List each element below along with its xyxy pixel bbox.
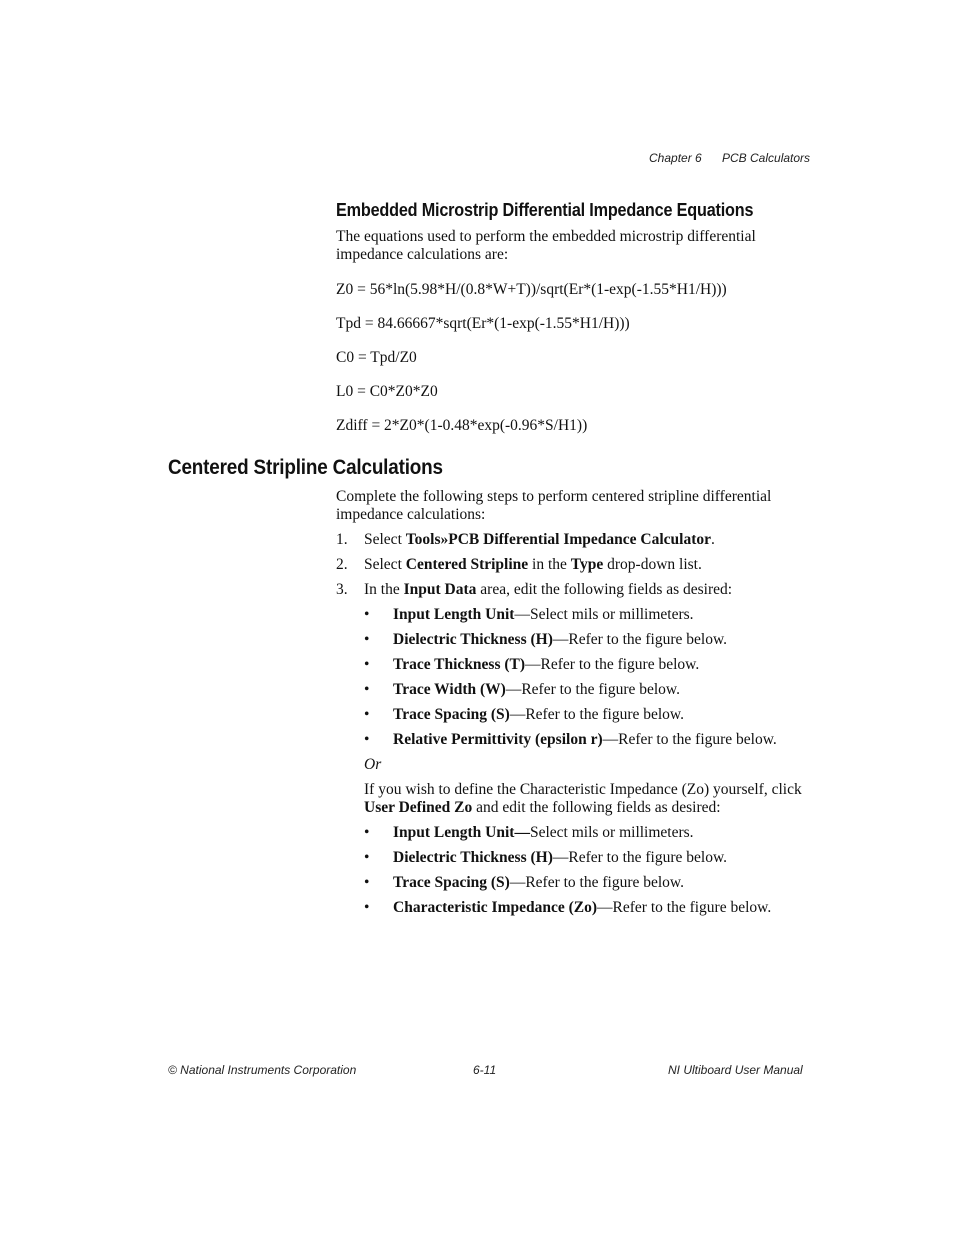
equation-c0: C0 = Tpd/Z0 [336, 349, 417, 366]
or-separator: Or [364, 756, 382, 773]
footer-copyright: © National Instruments Corporation [168, 1063, 357, 1077]
alt-paragraph-line1: If you wish to define the Characteristic Impedance (Zo) yourself, click [364, 781, 802, 798]
section-heading-embedded-microstrip: Embedded Microstrip Differential Impedance Equations [336, 200, 754, 220]
step-number: 1. [336, 531, 348, 548]
list-item: Trace Spacing (S)—Refer to the figure below. [393, 706, 684, 723]
bullet-icon: • [364, 706, 370, 723]
section2-intro: Complete the following steps to perform centered stripline differential impedance calculations: [336, 488, 772, 523]
alt-paragraph-line2: User Defined Zo and edit the following fields as desired: [364, 799, 721, 816]
equation-tpd: Tpd = 84.66667*sqrt(Er*(1-exp(-1.55*H1/H))) [336, 315, 630, 332]
menu-path: Tools»PCB Differential Impedance Calculator [405, 531, 711, 548]
equation-z0: Z0 = 56*ln(5.98*H/(0.8*W+T))/sqrt(Er*(1-exp(-1.55*H1/H))) [336, 281, 727, 298]
running-header-chapter: Chapter 6 [649, 151, 702, 165]
bullet-icon: • [364, 824, 370, 841]
list-item: Trace Width (W)—Refer to the figure below. [393, 681, 680, 698]
user-defined-zo-option: User Defined Zo [364, 799, 473, 816]
running-header-section: PCB Calculators [722, 151, 811, 165]
list-item: Dielectric Thickness (H)—Refer to the figure below. [393, 849, 728, 866]
list-item: Input Length Unit—Select mils or millimeters. [393, 606, 694, 623]
step-number: 2. [336, 556, 348, 573]
list-item: Trace Spacing (S)—Refer to the figure below. [393, 874, 684, 891]
step-1: Select Tools»PCB Differential Impedance Calculator. [364, 531, 715, 548]
footer-manual-title: NI Ultiboard User Manual [668, 1063, 803, 1077]
footer-page-number: 6-11 [473, 1063, 497, 1077]
step-2: Select Centered Stripline in the Type drop-down list. [364, 556, 702, 573]
list-item: Input Length Unit—Select mils or millimeters. [393, 824, 694, 841]
step-number: 3. [336, 581, 348, 598]
bullet-icon: • [364, 731, 370, 748]
section1-intro: The equations used to perform the embedded microstrip differential impedance calculations are: [336, 228, 756, 263]
list-item: Dielectric Thickness (H)—Refer to the figure below. [393, 631, 728, 648]
bullet-icon: • [364, 631, 370, 648]
bullet-icon: • [364, 899, 370, 916]
bullet-icon: • [364, 849, 370, 866]
bullet-icon: • [364, 606, 370, 623]
list-item: Relative Permittivity (epsilon r)—Refer to the figure below. [393, 731, 777, 748]
equation-zdiff: Zdiff = 2*Z0*(1-0.48*exp(-0.96*S/H1)) [336, 417, 588, 434]
bullet-icon: • [364, 874, 370, 891]
list-item: Trace Thickness (T)—Refer to the figure below. [393, 656, 700, 673]
step-3: In the Input Data area, edit the following fields as desired: [364, 581, 733, 598]
bullet-icon: • [364, 681, 370, 698]
bullet-icon: • [364, 656, 370, 673]
equation-l0: L0 = C0*Z0*Z0 [336, 383, 438, 400]
section-heading-centered-stripline: Centered Stripline Calculations [168, 456, 443, 479]
list-item: Characteristic Impedance (Zo)—Refer to the figure below. [393, 899, 772, 916]
